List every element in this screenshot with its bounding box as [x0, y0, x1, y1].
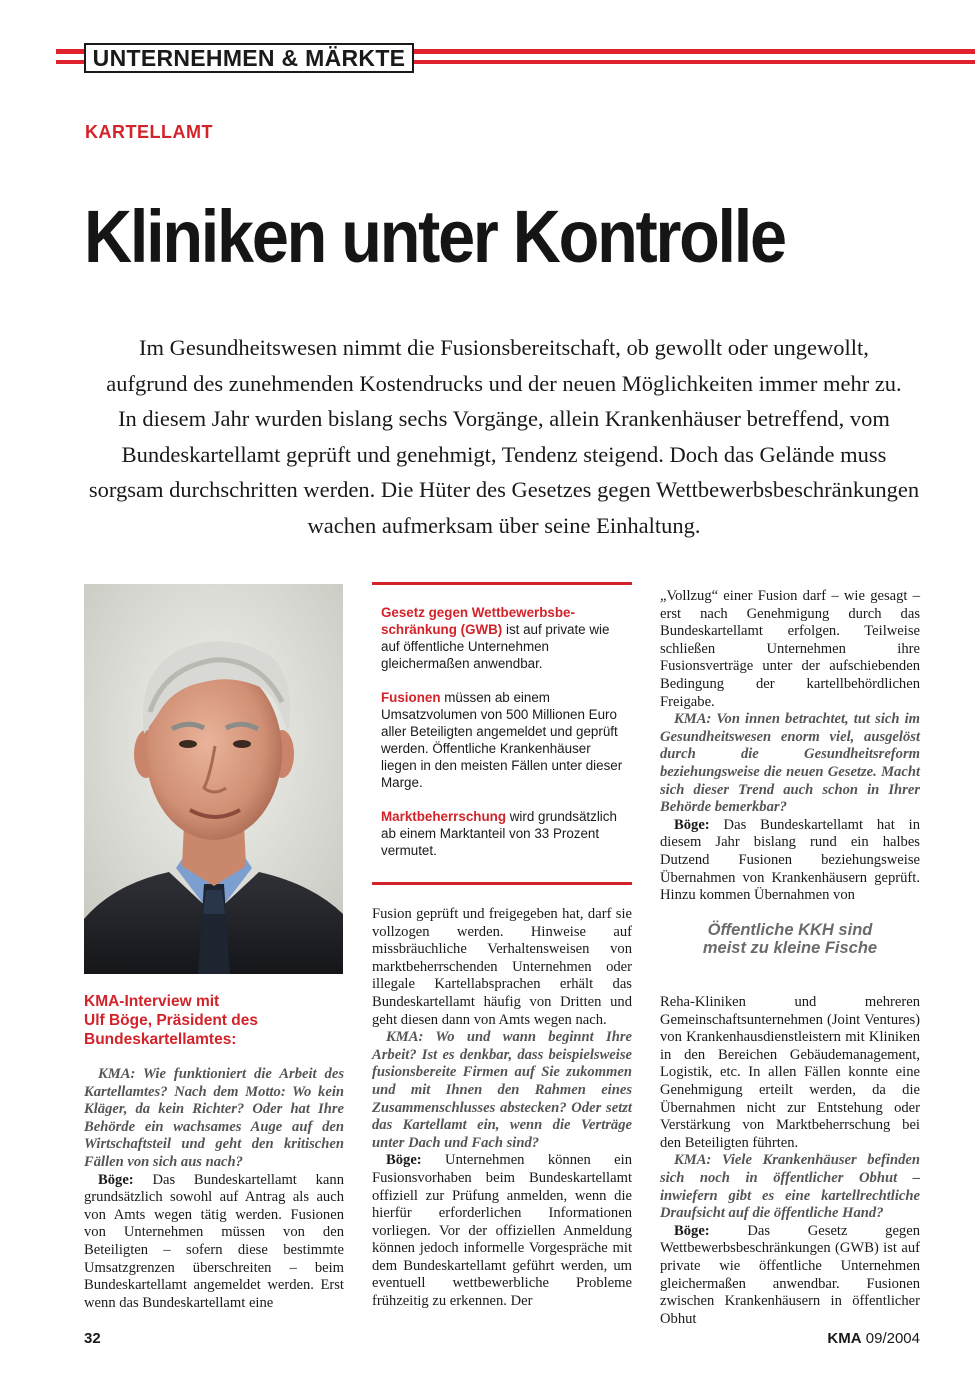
interview-answer [660, 817, 920, 905]
info-highlight: Marktbeherrschung [381, 809, 507, 824]
footer-issue-date: 09/2004 [865, 1330, 920, 1347]
body-paragraph: „Vollzug“ einer Fusion darf – wie gesagt – erst nach Genehmigung durch das Bundeskartellamt erfolgen. Teilweise schließen Unternehmen ihre Fusionsverträge unter der aufschiebenden Bedingung der kartellbehördlichen Freigabe. [660, 588, 920, 710]
lead-line: Bundeskartellamt geprüft und genehmigt, Tendenz steigend. Doch das Gelände muss [121, 441, 887, 467]
portrait-photo [84, 584, 343, 974]
info-highlight: Gesetz gegen Wettbewerbsbe-schränkung (GWB) [381, 605, 575, 637]
lead-line: Im Gesundheitswesen nimmt die Fusionsbereitschaft, ob gewollt oder ungewollt, [139, 335, 869, 360]
speaker-label: Böge: [674, 1222, 710, 1239]
body-paragraph: Reha-Kliniken und mehreren Gemeinschaftsunternehmen (Joint Ventures) von Krankenhausdienstleistern mit Kliniken in den Bereichen Gebäudemanagement, Logistik, etc. In allen Fällen konnte eine Genehmigung erteilt werden, da die Übernahmen nicht zur Entstehung oder Verstärkung von Marktbeherrschung bei den Beteiligten führten. [660, 994, 920, 1151]
pull-quote-line: meist zu kleine Fische [702, 939, 878, 957]
pull-quote-line: Öffentliche KKH sind [707, 921, 873, 939]
article-lead [84, 330, 924, 543]
pull-quote [660, 921, 920, 957]
interview-question: KMA: Viele Krankenhäuser befinden sich noch in öffentlicher Obhut – inwiefern gibt es eine kartellrechtliche Draufsicht auf die öffentliche Hand? [660, 1152, 920, 1222]
footer-issue [827, 1330, 920, 1347]
info-item [381, 604, 626, 672]
column-3-bottom [660, 994, 920, 1328]
speaker-label: Böge: [674, 816, 710, 833]
column-3-top [660, 588, 920, 905]
answer-text: Unternehmen können ein Fusionsvorhaben beim Bundeskartellamt offiziell zur Prüfung anmelden, wenn die hierfür erforderlichen Informationen vorliegen. Vor der offiziellen Anmeldung können jedoch informelle Vorgespräche mit dem Bundeskartellamt geführt werden, um eventuell wettbewerbliche Probleme frühzeitig zu erkennen. Der [372, 1152, 632, 1310]
page-number: 32 [84, 1330, 101, 1347]
column-2 [372, 906, 632, 1311]
lead-line: aufgrund des zunehmenden Kostendrucks und der neuen Möglichkeiten immer mehr zu. [106, 370, 902, 396]
info-text: müssen ab einem Umsatzvolumen von 500 Millionen Euro aller Beteiligten angemeldet und geprüft werden. Öffentliche Krankenhäuser liegen in den meisten Fällen unter dieser Marge. [381, 690, 623, 790]
footer-brand: KMA [827, 1330, 862, 1347]
info-highlight: Fusionen [381, 690, 441, 705]
lead-line: wachen aufmerksam über seine Einhaltung. [307, 512, 701, 538]
infobox-rule-bottom [372, 882, 632, 885]
caption-line: Bundeskartellamtes: [84, 1031, 237, 1048]
interview-question: KMA: Von innen betrachtet, tut sich im Gesundheitswesen enorm viel, ausgelöst durch die Gesundheitsreform beziehungsweise die neuen Gesetze. Macht sich dieser Trend auch schon in Ihrer Behörde bemerkbar? [660, 711, 920, 816]
article-kicker: KARTELLAMT [85, 122, 213, 142]
answer-text: Das Bundeskartellamt hat in diesem Jahr bislang rund ein halbes Dutzend Fusionen beziehungsweise Übernahmen von Krankenhäusern geprüft. Hinzu kommen Übernahmen von [660, 816, 920, 904]
portrait-illustration [84, 584, 343, 974]
speaker-label: Böge: [386, 1152, 422, 1169]
speaker-label: Böge: [98, 1171, 134, 1188]
article-headline: Kliniken unter Kontrolle [84, 195, 785, 278]
lead-line: sorgsam durchschritten werden. Die Hüter des Gesetzes gegen Wettbewerbsbeschränkungen [88, 477, 920, 502]
interview-answer [660, 1223, 920, 1329]
info-box [381, 604, 626, 876]
interview-answer [372, 1152, 632, 1310]
body-paragraph: Fusion geprüft und freigegeben hat, darf sie vollzogen werden. Hinweise auf missbräuchliche Verhaltensweisen von marktbeherrschenden Unternehmen oder illegale Kartellabsprachen erhält das Bundeskartellamt häufig von Dritten und geht diesen dann von Amts wegen nach. [372, 906, 632, 1028]
caption-line: KMA-Interview mit [84, 993, 220, 1010]
info-item [381, 689, 626, 791]
answer-text: Das Gesetz gegen Wettbewerbsbeschränkungen (GWB) ist auf private wie öffentliche Unternehmen gleichermaßen anwendbar. Fusionen zwischen Krankenhäusern in öffentlicher Obhut [660, 1222, 920, 1327]
info-text: ist auf private wie auf öffentliche Unternehmen gleichermaßen anwendbar. [381, 622, 610, 671]
interview-answer [84, 1172, 344, 1313]
infobox-rule-top [372, 582, 632, 585]
interview-question: KMA: Wie funktioniert die Arbeit des Kartellamtes? Nach dem Motto: Wo kein Kläger, da kein Richter? Oder hat Ihre Behörde ein wachsames Auge auf den Wirtschaftsteil und geht den kritischen Fällen von sich aus nach? [84, 1066, 344, 1170]
column-1 [84, 1066, 344, 1312]
answer-text: Das Bundeskartellamt kann grundsätzlich sowohl auf Antrag als auch von Amts wegen tätig werden. Fusionen von Unternehmen müssen von den Beteiligten – sofern diese bestimmte Umsatzgrenzen überschreiten – beim Bundeskartellamt angemeldet werden. Erst wenn das Bundeskartellamt eine [84, 1171, 344, 1311]
photo-caption [84, 992, 344, 1049]
interview-question: KMA: Wo und wann beginnt Ihre Arbeit? Ist es denkbar, dass beispielsweise fusionsbereite Firmen auf Sie zukommen und mit Ihnen den Rahmen eines Zusammenschlusses abstecken? Oder setzt das Kartellamt ein, wenn die Verträge unter Dach und Fach sind? [372, 1029, 632, 1151]
info-item [381, 808, 626, 859]
info-text: wird grundsätzlich ab einem Marktanteil von 33 Prozent vermutet. [381, 809, 617, 858]
lead-line: In diesem Jahr wurden bislang sechs Vorgänge, allein Krankenhäuser betreffend, vom [118, 406, 890, 431]
caption-line: Ulf Böge, Präsident des [84, 1012, 258, 1029]
section-rubric: UNTERNEHMEN & MÄRKTE [84, 43, 414, 73]
